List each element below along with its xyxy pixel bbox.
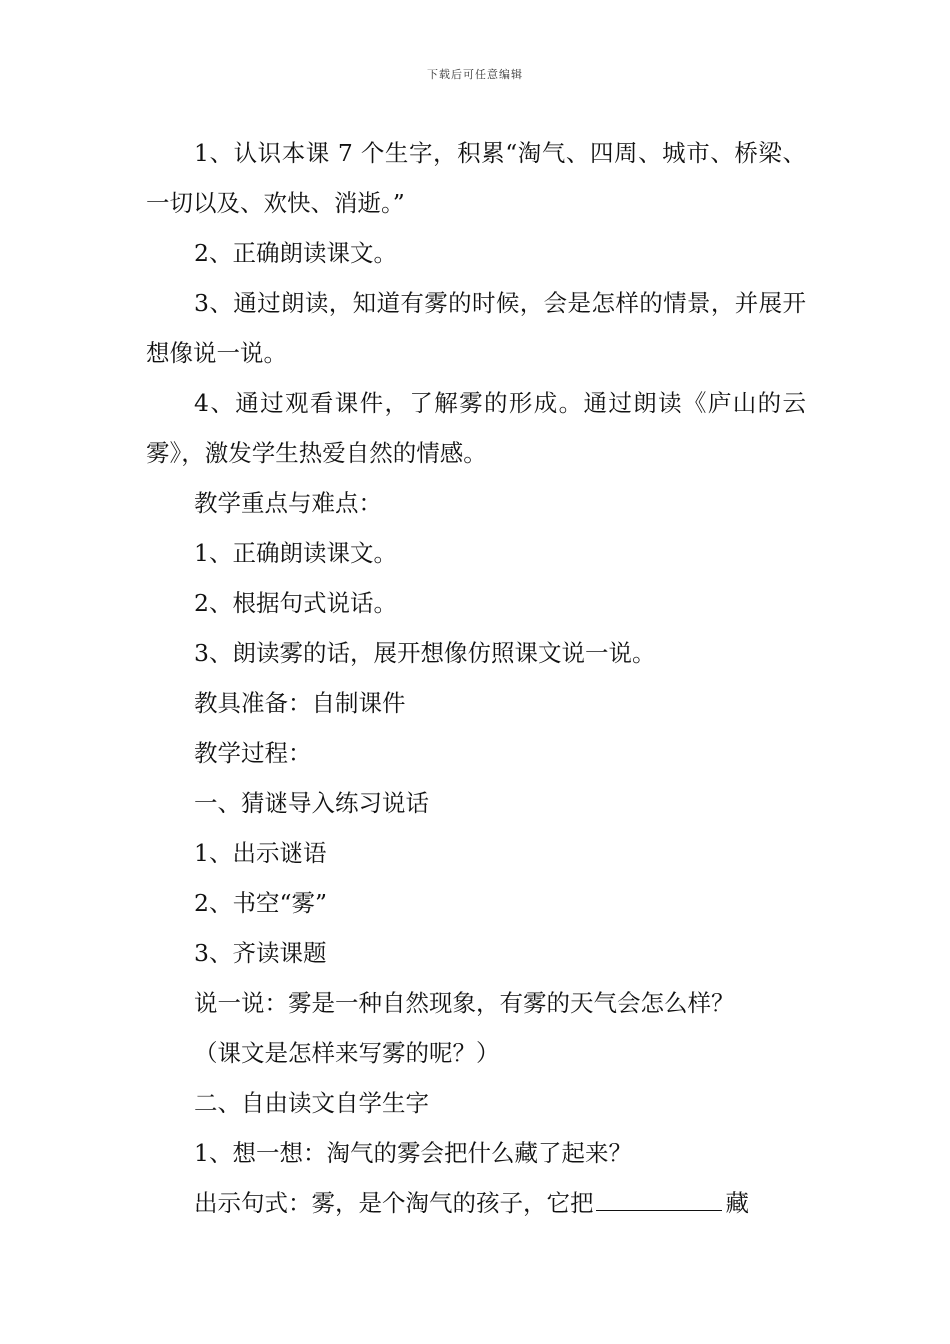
page-header: 下载后可任意编辑 [427,68,523,81]
section-heading-process: 教学过程： [194,739,312,767]
document-body [146,128,806,1228]
materials-line: 教具准备：自制课件 [194,689,406,717]
step-heading-2: 二、自由读文自学生字 [194,1089,429,1117]
objective-4: 4、通过观看课件，了解雾的形成。通过朗读《庐山的云雾》，激发学生热爱自然的情感。 [146,389,806,467]
step-1-item-3: 3、齐读课题 [194,939,327,967]
step-1-item-2: 2、书空“雾” [194,889,327,917]
step-2-item-1: 1、想一想：淘气的雾会把什么藏了起来？ [194,1139,632,1167]
step-1-item-1: 1、出示谜语 [194,839,327,867]
section-heading-key-points: 教学重点与难点： [194,489,382,517]
discussion-question: （课文是怎样来写雾的呢？） [194,1039,500,1067]
step-heading-1: 一、猜谜导入练习说话 [194,789,429,817]
objective-1: 1、认识本课 7 个生字，积累“淘气、四周、城市、桥梁、一切以及、欢快、消逝。” [146,139,806,217]
sentence-pattern-line [146,1178,806,1228]
objective-2: 2、正确朗读课文。 [194,239,397,267]
key-point-3: 3、朗读雾的话，展开想像仿照课文说一说。 [194,639,656,667]
discussion-prompt: 说一说：雾是一种自然现象，有雾的天气会怎么样？ [194,989,735,1017]
fill-in-blank [596,1186,722,1211]
key-point-1: 1、正确朗读课文。 [194,539,397,567]
sentence-pattern-tail: 藏 [725,1189,749,1217]
objective-3: 3、通过朗读，知道有雾的时候，会是怎样的情景，并展开想像说一说。 [146,289,806,367]
sentence-pattern-text: 出示句式：雾，是个淘气的孩子，它把 [194,1189,594,1217]
key-point-2: 2、根据句式说话。 [194,589,397,617]
